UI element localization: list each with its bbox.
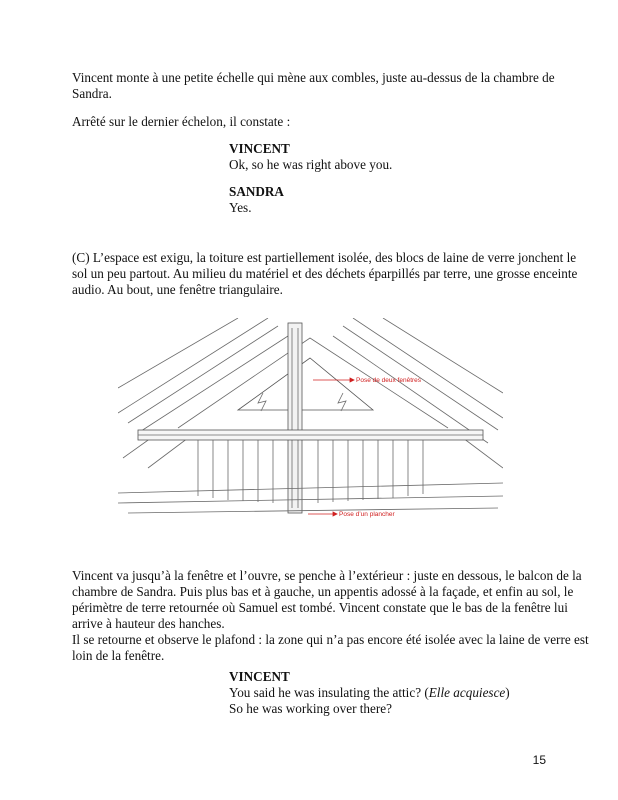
paragraph-line: (C) L’espace est exigu, la toiture est partiellement isolée, des blocs de laine de verre jonchent le [72, 250, 577, 265]
dialogue-line [229, 685, 510, 701]
character-name: SANDRA [229, 184, 284, 199]
dialogue-text: ) [505, 685, 510, 700]
paragraph-line: arrive à hauteur des hanches. [72, 616, 225, 631]
page-number: 15 [532, 753, 546, 767]
paragraph-line: Il se retourne et observe le plafond : la zone qui n’a pas encore été isolée avec la laine de verre est [72, 632, 589, 647]
paragraph-line: périmètre de terre retournée où Samuel est tombé. Vincent constate que le bas de la fenêtre lui [72, 600, 568, 615]
paragraph-line: audio. Au bout, une fenêtre triangulaire. [72, 282, 283, 297]
sketch-annotation: Pose d’un plancher [339, 511, 395, 518]
character-name: VINCENT [229, 141, 290, 156]
dialogue-line: So he was working over there? [229, 701, 392, 716]
paragraph-line: Vincent monte à une petite échelle qui mène aux combles, juste au-dessus de la chambre de [72, 70, 555, 85]
paragraph-line: loin de la fenêtre. [72, 648, 165, 663]
paragraph-line: sol un peu partout. Au milieu du matériel et des déchets éparpillés par terre, une grosse enceinte [72, 266, 578, 281]
sketch-annotation: Pose de deux fenêtres [356, 377, 422, 384]
paragraph-line: Sandra. [72, 86, 112, 101]
dialogue-line: Yes. [229, 200, 252, 215]
attic-sketch [118, 318, 503, 523]
stage-direction: Elle acquiesce [428, 685, 506, 700]
dialogue-line: Ok, so he was right above you. [229, 157, 393, 172]
dialogue-text: You said he was insulating the attic? ( [229, 685, 429, 700]
paragraph-line: chambre de Sandra. Puis plus bas et à gauche, un appentis adossé à la façade, et enfin au sol, le [72, 584, 574, 599]
character-name: VINCENT [229, 669, 290, 684]
paragraph-line: Arrêté sur le dernier échelon, il constate : [72, 114, 291, 129]
paragraph-line: Vincent va jusqu’à la fenêtre et l’ouvre, se penche à l’extérieur : juste en dessous, le balcon de la [72, 568, 582, 583]
